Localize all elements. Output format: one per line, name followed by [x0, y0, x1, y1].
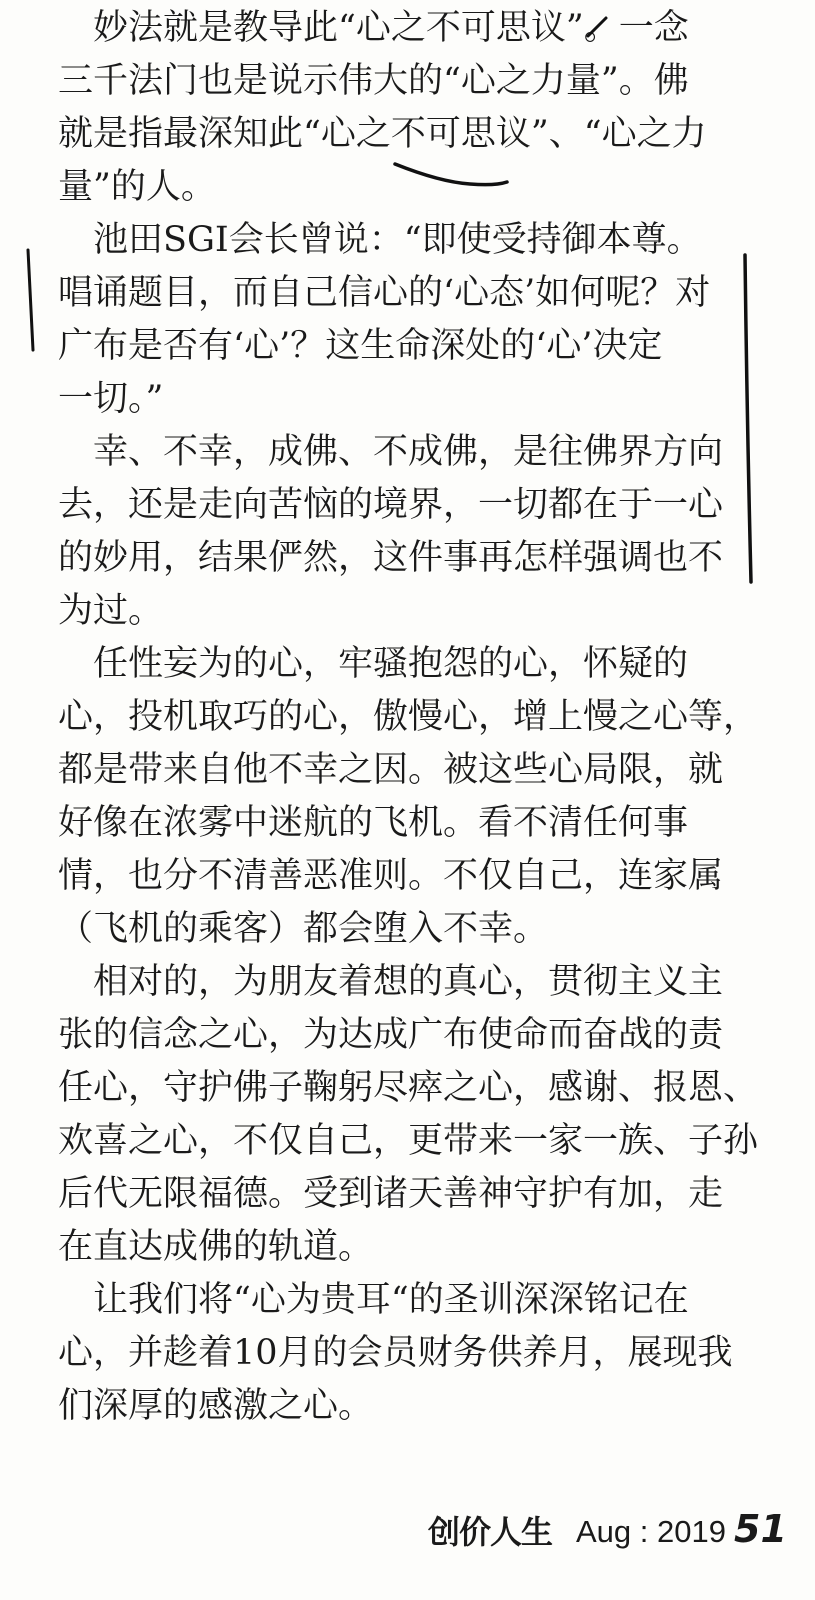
pen-margin-line-right: [745, 255, 751, 582]
text-line: 为过。: [58, 591, 164, 631]
text-line: 张的信念之心，为达成广布使命而奋战的责: [58, 1015, 724, 1055]
text-line: 的妙用，结果俨然，这件事再怎样强调也不: [58, 538, 724, 578]
text-line: 欢喜之心，不仅自己，更带来一家一族、子孙: [58, 1121, 759, 1161]
text-line: 唱诵题目，而自己信心的‘心态’如何呢？对: [58, 273, 711, 313]
text-line: 去，还是走向苦恼的境界，一切都在于一心: [58, 485, 724, 525]
text-line: 情，也分不清善恶准则。不仅自己，连家属: [58, 856, 724, 896]
text-line: 心，并趁着10月的会员财务供养月，展现我: [58, 1333, 733, 1373]
text-line: 心，投机取巧的心，傲慢心，增上慢之心等，: [58, 697, 759, 737]
text-line: 幸、不幸，成佛、不成佛，是往佛界方向: [58, 432, 724, 472]
text-line: 池田SGI会长曾说：“即使受持御本尊。: [58, 220, 702, 260]
text-line: （飞机的乘客）都会堕入不幸。: [58, 909, 549, 949]
text-line: 广布是否有‘心’？这生命深处的‘心’决定: [58, 326, 663, 366]
text-line: 任心，守护佛子鞠躬尽瘁之心，感谢、报恩、: [58, 1068, 759, 1108]
text-line: 在直达成佛的轨道。: [58, 1227, 374, 1267]
text-line: 相对的，为朋友着想的真心，贯彻主义主: [58, 962, 724, 1002]
text-line: 三千法门也是说示伟大的“心之力量”。佛: [58, 61, 689, 101]
page-number: 51: [734, 1507, 787, 1551]
issue-date: Aug : 2019: [576, 1514, 726, 1549]
text-line: 一切。”: [58, 379, 164, 419]
magazine-title: 创价人生: [428, 1513, 553, 1551]
text-line: 任性妄为的心，牢骚抱怨的心，怀疑的: [58, 644, 689, 684]
text-line: 让我们将“心为贵耳“的圣训深深铭记在: [58, 1280, 689, 1320]
pen-margin-line-left: [28, 250, 33, 350]
text-line: 妙法就是教导此“心之不可思议”。一念: [58, 8, 689, 48]
text-line: 量”的人。: [58, 167, 216, 207]
text-line: 就是指最深知此“心之不可思议”、“心之力: [58, 114, 707, 154]
text-line: 们深厚的感激之心。: [58, 1386, 374, 1426]
text-line: 好像在浓雾中迷航的飞机。看不清任何事: [58, 803, 689, 843]
text-line: 后代无限福德。受到诸天善神守护有加，走: [58, 1174, 724, 1214]
text-line: 都是带来自他不幸之因。被这些心局限，就: [58, 750, 724, 790]
